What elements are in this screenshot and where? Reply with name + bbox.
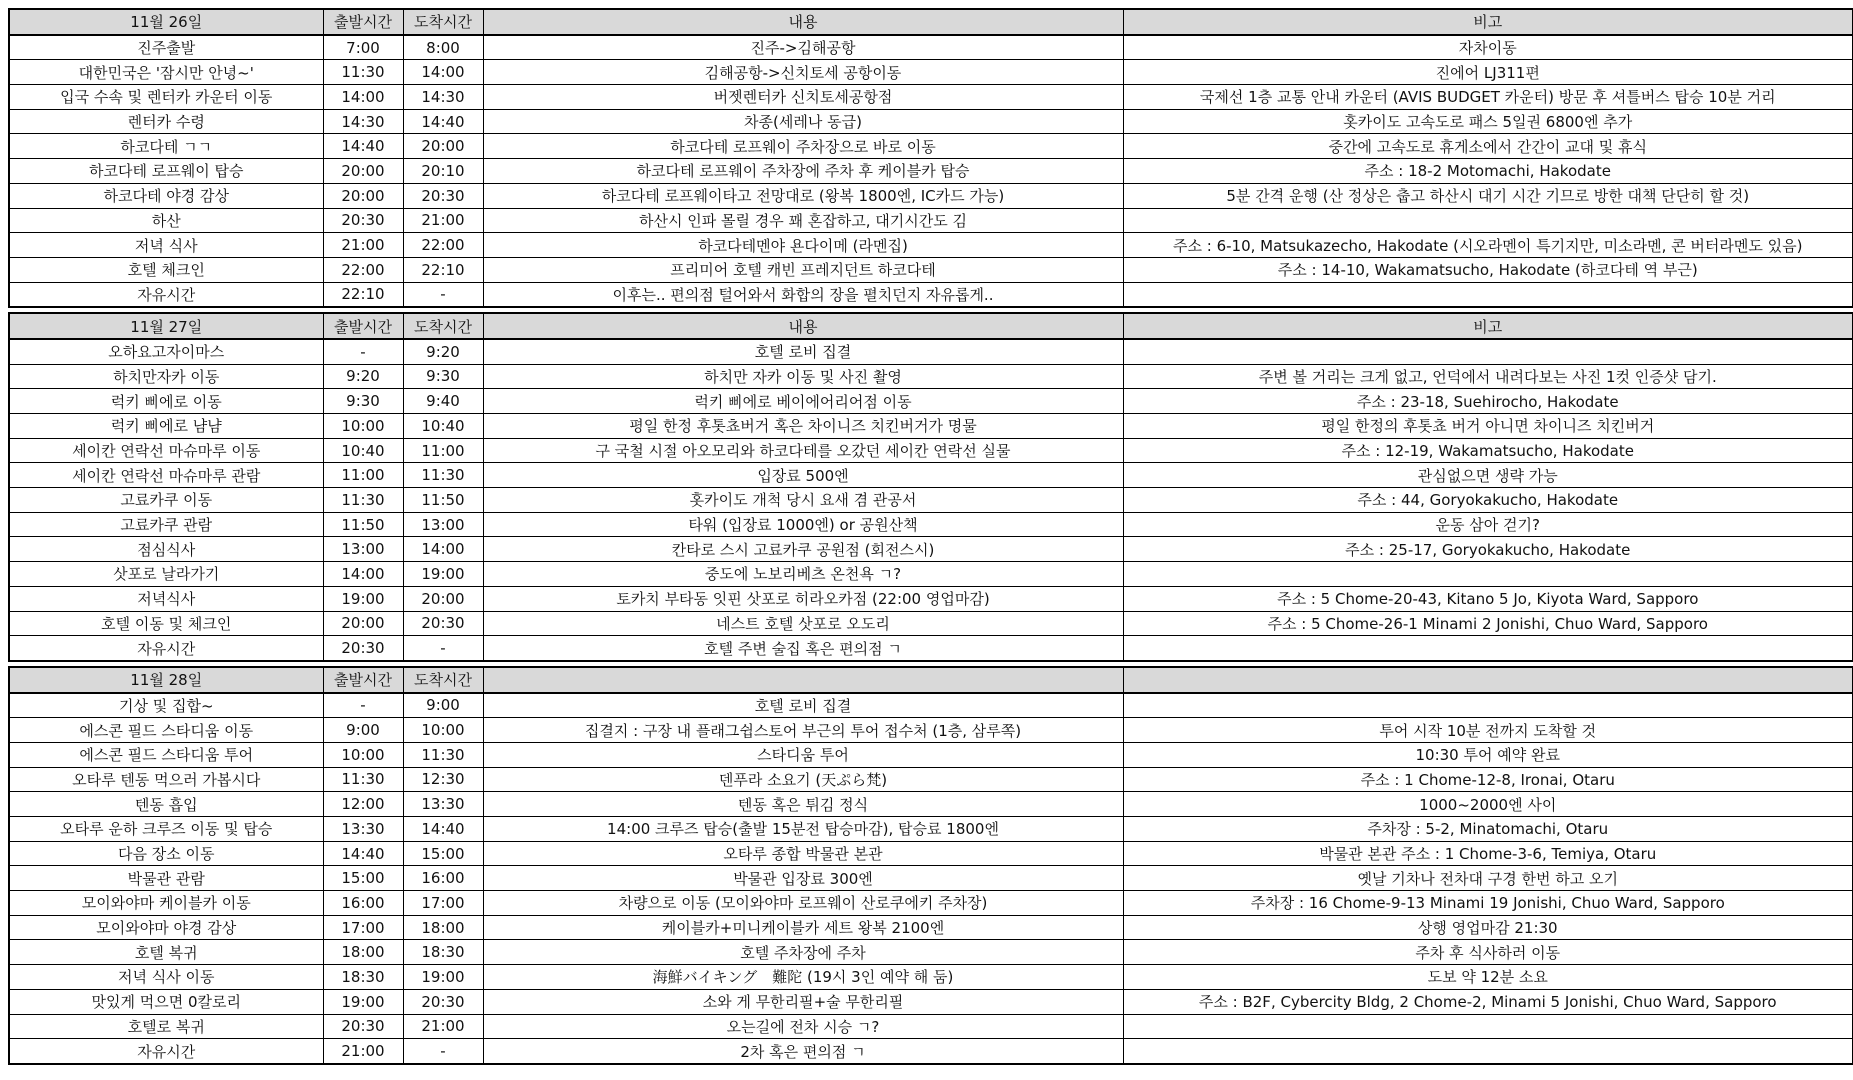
day-date: 11월 28일 bbox=[9, 667, 323, 693]
note-cell: 주소 : 23-18, Suehirocho, Hakodate bbox=[1123, 389, 1853, 414]
note-cell: 주소 : 14-10, Wakamatsucho, Hakodate (하코다테 역 부근) bbox=[1123, 257, 1853, 282]
table-row bbox=[9, 611, 1853, 636]
table-row bbox=[9, 767, 1853, 792]
note-cell bbox=[1123, 1039, 1853, 1064]
note-cell: 1000~2000엔 사이 bbox=[1123, 792, 1853, 817]
departure-cell: 20:30 bbox=[323, 208, 403, 233]
note-cell: 주소 : 25-17, Goryokakucho, Hakodate bbox=[1123, 537, 1853, 562]
note-cell: 운동 삼아 걷기? bbox=[1123, 512, 1853, 537]
activity-cell: 저녁식사 bbox=[9, 586, 323, 611]
activity-cell: 박물관 관람 bbox=[9, 866, 323, 891]
arrival-cell: 9:20 bbox=[403, 339, 483, 364]
table-row bbox=[9, 693, 1853, 718]
activity-cell: 고료카쿠 이동 bbox=[9, 488, 323, 513]
arrival-cell: 22:10 bbox=[403, 257, 483, 282]
table-row bbox=[9, 1014, 1853, 1039]
header-departure: 출발시간 bbox=[323, 313, 403, 339]
activity-cell: 자유시간 bbox=[9, 636, 323, 661]
departure-cell: 15:00 bbox=[323, 866, 403, 891]
activity-cell: 오타루 텐동 먹으러 가봅시다 bbox=[9, 767, 323, 792]
day-table bbox=[8, 312, 1853, 662]
arrival-cell: 15:00 bbox=[403, 841, 483, 866]
header-arrival: 도착시간 bbox=[403, 313, 483, 339]
departure-cell: 11:30 bbox=[323, 60, 403, 85]
arrival-cell: - bbox=[403, 1039, 483, 1064]
departure-cell: 14:40 bbox=[323, 134, 403, 159]
departure-cell: - bbox=[323, 693, 403, 718]
arrival-cell: 8:00 bbox=[403, 35, 483, 60]
departure-cell: 21:00 bbox=[323, 1039, 403, 1064]
activity-cell: 세이칸 연락선 마슈마루 이동 bbox=[9, 438, 323, 463]
table-row bbox=[9, 109, 1853, 134]
arrival-cell: 14:30 bbox=[403, 85, 483, 110]
arrival-cell: 18:00 bbox=[403, 915, 483, 940]
arrival-cell: - bbox=[403, 282, 483, 307]
activity-cell: 자유시간 bbox=[9, 1039, 323, 1064]
note-cell: 도보 약 12분 소요 bbox=[1123, 965, 1853, 990]
table-row bbox=[9, 438, 1853, 463]
content-cell: 김해공항->신치토세 공항이동 bbox=[483, 60, 1123, 85]
arrival-cell: 20:30 bbox=[403, 183, 483, 208]
content-cell: 14:00 크루즈 탑승(출발 15분전 탑승마감), 탑승료 1800엔 bbox=[483, 817, 1123, 842]
departure-cell: 11:30 bbox=[323, 767, 403, 792]
departure-cell: 10:00 bbox=[323, 414, 403, 439]
arrival-cell: 17:00 bbox=[403, 891, 483, 916]
activity-cell: 호텔 복귀 bbox=[9, 940, 323, 965]
arrival-cell: 20:00 bbox=[403, 586, 483, 611]
note-cell: 주소 : B2F, Cybercity Bldg, 2 Chome-2, Minami 5 Jonishi, Chuo Ward, Sapporo bbox=[1123, 989, 1853, 1014]
arrival-cell: 14:00 bbox=[403, 537, 483, 562]
content-cell: 하코다테 로프웨이 주차장에 주차 후 케이블카 탑승 bbox=[483, 159, 1123, 184]
arrival-cell: 14:40 bbox=[403, 817, 483, 842]
activity-cell: 저녁 식사 bbox=[9, 233, 323, 258]
activity-cell: 세이칸 연락선 마슈마루 관람 bbox=[9, 463, 323, 488]
table-row bbox=[9, 891, 1853, 916]
content-cell: 하치만 자카 이동 및 사진 촬영 bbox=[483, 364, 1123, 389]
arrival-cell: 9:00 bbox=[403, 693, 483, 718]
note-cell: 주소 : 6-10, Matsukazecho, Hakodate (시오라멘이 특기지만, 미소라멘, 콘 버터라멘도 있음) bbox=[1123, 233, 1853, 258]
content-cell: 칸타로 스시 고료카쿠 공원점 (회전스시) bbox=[483, 537, 1123, 562]
note-cell: 주소 : 18-2 Motomachi, Hakodate bbox=[1123, 159, 1853, 184]
content-cell: 집결지 : 구장 내 플래그쉽스토어 부근의 투어 접수처 (1층, 삼루쪽) bbox=[483, 718, 1123, 743]
note-cell: 5분 간격 운행 (산 정상은 춥고 하산시 대기 시간 기므로 방한 대책 단단히 할 것) bbox=[1123, 183, 1853, 208]
arrival-cell: 13:00 bbox=[403, 512, 483, 537]
table-row bbox=[9, 817, 1853, 842]
note-cell bbox=[1123, 636, 1853, 661]
arrival-cell: 20:30 bbox=[403, 611, 483, 636]
header-note: 비고 bbox=[1123, 9, 1853, 35]
content-cell: 2차 혹은 편의점 ㄱ bbox=[483, 1039, 1123, 1064]
departure-cell: 13:00 bbox=[323, 537, 403, 562]
content-cell: 호텔 주차장에 주차 bbox=[483, 940, 1123, 965]
arrival-cell: 21:00 bbox=[403, 1014, 483, 1039]
table-row bbox=[9, 915, 1853, 940]
arrival-cell: 16:00 bbox=[403, 866, 483, 891]
note-cell: 주소 : 44, Goryokakucho, Hakodate bbox=[1123, 488, 1853, 513]
activity-cell: 모이와야마 케이블카 이동 bbox=[9, 891, 323, 916]
note-cell bbox=[1123, 1014, 1853, 1039]
table-row bbox=[9, 208, 1853, 233]
table-row bbox=[9, 718, 1853, 743]
note-cell bbox=[1123, 339, 1853, 364]
departure-cell: 12:00 bbox=[323, 792, 403, 817]
activity-cell: 하코다테 ㄱㄱ bbox=[9, 134, 323, 159]
arrival-cell: 20:00 bbox=[403, 134, 483, 159]
header-arrival: 도착시간 bbox=[403, 9, 483, 35]
arrival-cell: 11:50 bbox=[403, 488, 483, 513]
note-cell: 평일 한정의 후톳쵸 버거 아니면 차이니즈 치킨버거 bbox=[1123, 414, 1853, 439]
table-row bbox=[9, 339, 1853, 364]
table-row bbox=[9, 792, 1853, 817]
day-date: 11월 26일 bbox=[9, 9, 323, 35]
note-cell: 옛날 기차나 전차대 구경 한번 하고 오기 bbox=[1123, 866, 1853, 891]
activity-cell: 텐동 흡입 bbox=[9, 792, 323, 817]
departure-cell: 11:00 bbox=[323, 463, 403, 488]
activity-cell: 오타루 운하 크루즈 이동 및 탑승 bbox=[9, 817, 323, 842]
header-content: 내용 bbox=[483, 313, 1123, 339]
day-table bbox=[8, 666, 1853, 1065]
arrival-cell: 14:00 bbox=[403, 60, 483, 85]
content-cell: 토카치 부타동 잇핀 삿포로 히라오카점 (22:00 영업마감) bbox=[483, 586, 1123, 611]
departure-cell: 20:00 bbox=[323, 159, 403, 184]
arrival-cell: 14:40 bbox=[403, 109, 483, 134]
activity-cell: 하치만자카 이동 bbox=[9, 364, 323, 389]
table-row bbox=[9, 463, 1853, 488]
note-cell: 국제선 1층 교통 안내 카운터 (AVIS BUDGET 카운터) 방문 후 셔틀버스 탑승 10분 거리 bbox=[1123, 85, 1853, 110]
content-cell: 덴푸라 소요기 (天ぷら梵) bbox=[483, 767, 1123, 792]
activity-cell: 호텔 체크인 bbox=[9, 257, 323, 282]
table-row bbox=[9, 85, 1853, 110]
note-cell: 주차장 : 16 Chome-9-13 Minami 19 Jonishi, Chuo Ward, Sapporo bbox=[1123, 891, 1853, 916]
table-row bbox=[9, 282, 1853, 307]
content-cell: 호텔 로비 집결 bbox=[483, 693, 1123, 718]
departure-cell: 14:40 bbox=[323, 841, 403, 866]
table-row bbox=[9, 257, 1853, 282]
arrival-cell: 11:30 bbox=[403, 463, 483, 488]
table-row bbox=[9, 35, 1853, 60]
activity-cell: 하코다테 야경 감상 bbox=[9, 183, 323, 208]
activity-cell: 하코다테 로프웨이 탑승 bbox=[9, 159, 323, 184]
header-content bbox=[483, 667, 1123, 693]
content-cell: 케이블카+미니케이블카 세트 왕복 2100엔 bbox=[483, 915, 1123, 940]
activity-cell: 에스콘 필드 스타디움 투어 bbox=[9, 742, 323, 767]
note-cell bbox=[1123, 562, 1853, 587]
content-cell: 박물관 입장료 300엔 bbox=[483, 866, 1123, 891]
departure-cell: 14:00 bbox=[323, 85, 403, 110]
table-row bbox=[9, 742, 1853, 767]
table-row bbox=[9, 989, 1853, 1014]
activity-cell: 기상 및 집합~ bbox=[9, 693, 323, 718]
content-cell: 차종(세레나 동급) bbox=[483, 109, 1123, 134]
content-cell: 입장료 500엔 bbox=[483, 463, 1123, 488]
note-cell: 박물관 본관 주소 : 1 Chome-3-6, Temiya, Otaru bbox=[1123, 841, 1853, 866]
content-cell: 럭키 삐에로 베이에어리어점 이동 bbox=[483, 389, 1123, 414]
activity-cell: 렌터카 수령 bbox=[9, 109, 323, 134]
content-cell: 중도에 노보리베츠 온천욕 ㄱ? bbox=[483, 562, 1123, 587]
table-row bbox=[9, 537, 1853, 562]
activity-cell: 럭키 삐에로 이동 bbox=[9, 389, 323, 414]
activity-cell: 다음 장소 이동 bbox=[9, 841, 323, 866]
departure-cell: 14:30 bbox=[323, 109, 403, 134]
table-row bbox=[9, 586, 1853, 611]
table-row bbox=[9, 512, 1853, 537]
header-departure: 출발시간 bbox=[323, 667, 403, 693]
departure-cell: 14:00 bbox=[323, 562, 403, 587]
note-cell: 관심없으면 생략 가능 bbox=[1123, 463, 1853, 488]
content-cell: 네스트 호텔 삿포로 오도리 bbox=[483, 611, 1123, 636]
table-row bbox=[9, 60, 1853, 85]
note-cell: 주소 : 5 Chome-26-1 Minami 2 Jonishi, Chuo Ward, Sapporo bbox=[1123, 611, 1853, 636]
departure-cell: 20:30 bbox=[323, 636, 403, 661]
activity-cell: 입국 수속 및 렌터카 카운터 이동 bbox=[9, 85, 323, 110]
content-cell: 진주->김해공항 bbox=[483, 35, 1123, 60]
departure-cell: 9:20 bbox=[323, 364, 403, 389]
note-cell: 주소 : 1 Chome-12-8, Ironai, Otaru bbox=[1123, 767, 1853, 792]
departure-cell: 18:00 bbox=[323, 940, 403, 965]
activity-cell: 고료카쿠 관람 bbox=[9, 512, 323, 537]
note-cell bbox=[1123, 693, 1853, 718]
departure-cell: 7:00 bbox=[323, 35, 403, 60]
content-cell: 하코다테 로프웨이 주차장으로 바로 이동 bbox=[483, 134, 1123, 159]
note-cell: 주차 후 식사하러 이동 bbox=[1123, 940, 1853, 965]
note-cell: 주변 볼 거리는 크게 없고, 언덕에서 내려다보는 사진 1컷 인증샷 담기. bbox=[1123, 364, 1853, 389]
activity-cell: 모이와야마 야경 감상 bbox=[9, 915, 323, 940]
table-row bbox=[9, 965, 1853, 990]
activity-cell: 삿포로 날라가기 bbox=[9, 562, 323, 587]
arrival-cell: 10:40 bbox=[403, 414, 483, 439]
activity-cell: 럭키 삐에로 냠냠 bbox=[9, 414, 323, 439]
note-cell bbox=[1123, 208, 1853, 233]
content-cell: 평일 한정 후톳쵸버거 혹은 차이니즈 치킨버거가 명물 bbox=[483, 414, 1123, 439]
day-header-row bbox=[9, 667, 1853, 693]
content-cell: 호텔 주변 술집 혹은 편의점 ㄱ bbox=[483, 636, 1123, 661]
table-row bbox=[9, 159, 1853, 184]
content-cell: 海鮮バイキング 難陀 (19시 3인 예약 해 둠) bbox=[483, 965, 1123, 990]
table-row bbox=[9, 940, 1853, 965]
departure-cell: 22:10 bbox=[323, 282, 403, 307]
day-table bbox=[8, 8, 1853, 308]
arrival-cell: - bbox=[403, 636, 483, 661]
departure-cell: 20:30 bbox=[323, 1014, 403, 1039]
header-departure: 출발시간 bbox=[323, 9, 403, 35]
activity-cell: 점심식사 bbox=[9, 537, 323, 562]
content-cell: 이후는.. 편의점 털어와서 화합의 장을 펼치던지 자유롭게.. bbox=[483, 282, 1123, 307]
note-cell: 주소 : 12-19, Wakamatsucho, Hakodate bbox=[1123, 438, 1853, 463]
departure-cell: 17:00 bbox=[323, 915, 403, 940]
activity-cell: 자유시간 bbox=[9, 282, 323, 307]
note-cell: 주소 : 5 Chome-20-43, Kitano 5 Jo, Kiyota Ward, Sapporo bbox=[1123, 586, 1853, 611]
table-row bbox=[9, 1039, 1853, 1064]
header-note bbox=[1123, 667, 1853, 693]
content-cell: 호텔 로비 집결 bbox=[483, 339, 1123, 364]
content-cell: 스타디움 투어 bbox=[483, 742, 1123, 767]
content-cell: 오는길에 전차 시승 ㄱ? bbox=[483, 1014, 1123, 1039]
departure-cell: 9:30 bbox=[323, 389, 403, 414]
arrival-cell: 22:00 bbox=[403, 233, 483, 258]
content-cell: 텐동 혹은 튀김 정식 bbox=[483, 792, 1123, 817]
table-row bbox=[9, 134, 1853, 159]
note-cell: 자차이동 bbox=[1123, 35, 1853, 60]
day-header-row bbox=[9, 313, 1853, 339]
content-cell: 버젯렌터카 신치토세공항점 bbox=[483, 85, 1123, 110]
arrival-cell: 12:30 bbox=[403, 767, 483, 792]
activity-cell: 대한민국은 '잠시만 안녕~' bbox=[9, 60, 323, 85]
departure-cell: 13:30 bbox=[323, 817, 403, 842]
header-content: 내용 bbox=[483, 9, 1123, 35]
note-cell: 10:30 투어 예약 완료 bbox=[1123, 742, 1853, 767]
table-row bbox=[9, 414, 1853, 439]
content-cell: 프리미어 호텔 캐빈 프레지던트 하코다테 bbox=[483, 257, 1123, 282]
arrival-cell: 11:00 bbox=[403, 438, 483, 463]
departure-cell: 16:00 bbox=[323, 891, 403, 916]
arrival-cell: 18:30 bbox=[403, 940, 483, 965]
departure-cell: 11:50 bbox=[323, 512, 403, 537]
departure-cell: - bbox=[323, 339, 403, 364]
arrival-cell: 9:30 bbox=[403, 364, 483, 389]
table-row bbox=[9, 233, 1853, 258]
header-arrival: 도착시간 bbox=[403, 667, 483, 693]
activity-cell: 호텔 이동 및 체크인 bbox=[9, 611, 323, 636]
note-cell: 투어 시작 10분 전까지 도착할 것 bbox=[1123, 718, 1853, 743]
departure-cell: 22:00 bbox=[323, 257, 403, 282]
content-cell: 소와 게 무한리필+술 무한리필 bbox=[483, 989, 1123, 1014]
day-header-row bbox=[9, 9, 1853, 35]
departure-cell: 10:40 bbox=[323, 438, 403, 463]
departure-cell: 11:30 bbox=[323, 488, 403, 513]
activity-cell: 진주출발 bbox=[9, 35, 323, 60]
table-row bbox=[9, 488, 1853, 513]
arrival-cell: 13:30 bbox=[403, 792, 483, 817]
content-cell: 하코다테 로프웨이타고 전망대로 (왕복 1800엔, IC카드 가능) bbox=[483, 183, 1123, 208]
note-cell: 홋카이도 고속도로 패스 5일권 6800엔 추가 bbox=[1123, 109, 1853, 134]
table-row bbox=[9, 389, 1853, 414]
arrival-cell: 21:00 bbox=[403, 208, 483, 233]
table-row bbox=[9, 364, 1853, 389]
note-cell: 진에어 LJ311편 bbox=[1123, 60, 1853, 85]
departure-cell: 20:00 bbox=[323, 183, 403, 208]
arrival-cell: 19:00 bbox=[403, 562, 483, 587]
table-row bbox=[9, 866, 1853, 891]
departure-cell: 20:00 bbox=[323, 611, 403, 636]
content-cell: 홋카이도 개척 당시 요새 겸 관공서 bbox=[483, 488, 1123, 513]
activity-cell: 하산 bbox=[9, 208, 323, 233]
table-row bbox=[9, 562, 1853, 587]
itinerary-sheet bbox=[8, 8, 1852, 1065]
departure-cell: 18:30 bbox=[323, 965, 403, 990]
content-cell: 하산시 인파 몰릴 경우 꽤 혼잡하고, 대기시간도 김 bbox=[483, 208, 1123, 233]
day-date: 11월 27일 bbox=[9, 313, 323, 339]
content-cell: 구 국철 시절 아오모리와 하코다테를 오갔던 세이칸 연락선 실물 bbox=[483, 438, 1123, 463]
arrival-cell: 9:40 bbox=[403, 389, 483, 414]
content-cell: 하코다테멘야 욘다이메 (라멘집) bbox=[483, 233, 1123, 258]
note-cell: 중간에 고속도로 휴게소에서 간간이 교대 및 휴식 bbox=[1123, 134, 1853, 159]
arrival-cell: 20:10 bbox=[403, 159, 483, 184]
header-note: 비고 bbox=[1123, 313, 1853, 339]
activity-cell: 호텔로 복귀 bbox=[9, 1014, 323, 1039]
note-cell: 상행 영업마감 21:30 bbox=[1123, 915, 1853, 940]
arrival-cell: 10:00 bbox=[403, 718, 483, 743]
note-cell bbox=[1123, 282, 1853, 307]
table-row bbox=[9, 636, 1853, 661]
arrival-cell: 11:30 bbox=[403, 742, 483, 767]
activity-cell: 오하요고자이마스 bbox=[9, 339, 323, 364]
departure-cell: 19:00 bbox=[323, 989, 403, 1014]
arrival-cell: 19:00 bbox=[403, 965, 483, 990]
departure-cell: 9:00 bbox=[323, 718, 403, 743]
content-cell: 차량으로 이동 (모이와야마 로프웨이 산로쿠에키 주차장) bbox=[483, 891, 1123, 916]
activity-cell: 맛있게 먹으면 0칼로리 bbox=[9, 989, 323, 1014]
content-cell: 타워 (입장료 1000엔) or 공원산책 bbox=[483, 512, 1123, 537]
content-cell: 오타루 종합 박물관 본관 bbox=[483, 841, 1123, 866]
departure-cell: 10:00 bbox=[323, 742, 403, 767]
activity-cell: 저녁 식사 이동 bbox=[9, 965, 323, 990]
table-row bbox=[9, 183, 1853, 208]
table-row bbox=[9, 841, 1853, 866]
activity-cell: 에스콘 필드 스타디움 이동 bbox=[9, 718, 323, 743]
arrival-cell: 20:30 bbox=[403, 989, 483, 1014]
departure-cell: 19:00 bbox=[323, 586, 403, 611]
note-cell: 주차장 : 5-2, Minatomachi, Otaru bbox=[1123, 817, 1853, 842]
departure-cell: 21:00 bbox=[323, 233, 403, 258]
